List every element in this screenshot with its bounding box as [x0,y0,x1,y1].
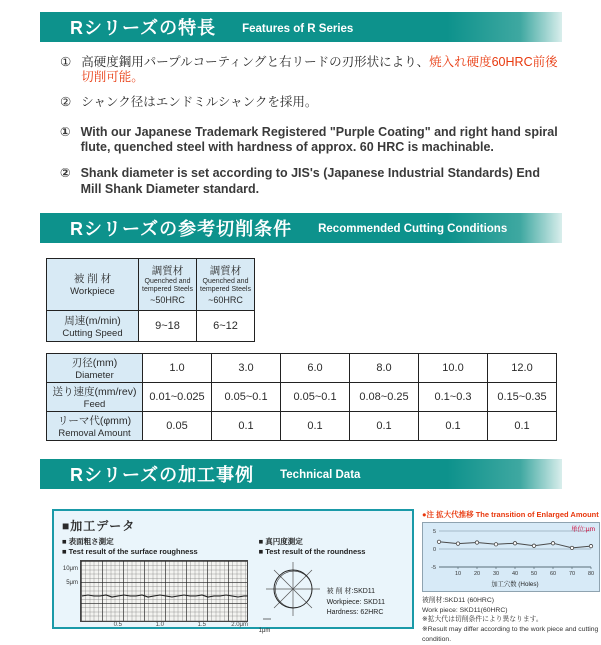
data-box-title: ■加工データ [62,518,136,533]
cell: 0.08~0.25 [350,382,419,411]
feature-jp-1 [60,55,560,86]
row-label-cell: 刃径(mm) Diameter [47,353,143,382]
table-header-row [47,258,255,310]
feature-text: With our Japanese Trademark Registered "Purple Coating" and right hand spiral flute, quenched steel with hardness of approx. 60 HRC is machinable. [80,124,558,154]
svg-text:50: 50 [530,570,538,577]
roughness-trace [81,561,249,623]
cell: 0.05 [143,411,212,440]
feature-text: シャンク径はエンドミルシャンクを採用。 [81,94,318,109]
svg-text:-5: -5 [431,564,436,571]
table-row-diameter [47,353,557,382]
cell: 0.01~0.025 [143,382,212,411]
svg-text:10: 10 [454,570,462,577]
roughness-y-axis: 10μm 5μm [62,566,78,586]
feature-jp-2 [60,95,560,110]
svg-text:80: 80 [587,570,595,577]
roughness-grid-chart [80,560,248,622]
section-title-jp: Rシリーズの参考切削条件 [70,218,293,239]
workpiece-en: Workpiece: SKD11 [326,598,386,606]
col-60hrc-cell: 調質材 Quenched and tempered Steels ~60HRC [197,258,255,310]
workpiece-table [46,258,255,342]
section-title-en: Technical Data [280,469,361,482]
feature-text: 高硬度鋼用パープルコーティングと右リードの刃形状により、焼入れ硬度60HRC前後切削可能。 [81,55,558,85]
footnote-caution-jp: ※拡大代は切削条件により異なります。 [422,616,543,624]
col-50hrc-cell: 調質材 Quenched and tempered Steels ~50HRC [139,258,197,310]
roughness-label-en: ■ Test result of the surface roughness [62,546,198,556]
section-header-technical-data [40,459,562,489]
cell: 0.1 [350,411,419,440]
cell: 10.0 [419,353,488,382]
svg-text:20: 20 [473,570,481,577]
table-row-feed [47,382,557,411]
footnote-workpiece-en: Work piece: SKD11(60HRC) [422,606,508,614]
unit-label: 単位:μm [571,525,595,533]
roundness-section [259,537,404,634]
cell: 0.1 [281,411,350,440]
cell: 8.0 [350,353,419,382]
features-japanese [60,55,560,110]
highlighted-text: 焼入れ硬度60HRC前後切削可能。 [81,55,558,85]
cell: 0.1~0.3 [419,382,488,411]
workpiece-info [327,587,386,634]
technical-data-area [52,509,600,645]
roundness-scale-label: 1μm [258,628,271,634]
bullet-number: ① [60,124,71,139]
workpiece-jp: 被 削 材:SKD11 [326,588,376,595]
chart-footnotes [422,596,600,645]
cell: 0.1 [212,411,281,440]
section-title-jp: Rシリーズの特長 [70,18,217,38]
svg-text:70: 70 [568,570,576,577]
feature-text: Shank diameter is set according to JIS's (Japanese Industrial Standards) End Mill Shank Diameter standard. [80,166,540,196]
cell: 1.0 [143,353,212,382]
footnote-workpiece-jp: 被削材:SKD11 (60HRC) [422,596,495,604]
bullet-number: ② [60,166,71,181]
cell: 3.0 [212,353,281,382]
svg-text:加工穴数 (Holes): 加工穴数 (Holes) [491,580,539,588]
bullet-number: ② [60,94,72,109]
svg-text:0: 0 [432,546,436,553]
roundness-label-jp: ■ 真円度測定 [258,536,303,546]
bullet-number: ① [60,55,72,69]
hardness: Hardness: 62HRC [326,609,384,616]
cell: 0.05~0.1 [281,382,350,411]
roundness-polar-chart [259,559,327,634]
transition-line-chart [423,523,601,593]
workpiece-header-cell: 被 削 材 Workpiece [47,258,139,310]
cell: 0.1 [419,411,488,440]
section-title-en: Features of R Series [242,22,354,35]
svg-text:30: 30 [492,570,500,577]
feature-en-1 [60,125,560,156]
roundness-trace [259,559,327,623]
note-title: ●注 拡大代推移 The transition of Enlarged Amount [422,509,599,519]
row-label-cell: 送り速度(mm/rev) Feed [47,382,143,411]
svg-text:5: 5 [432,528,436,535]
transition-chart [422,522,600,592]
roughness-x-axis: 0.5 1.0 1.5 2.0μm [113,622,248,628]
section-title-jp: Rシリーズの加工事例 [70,464,255,485]
cell: 12.0 [488,353,557,382]
cell: 0.05~0.1 [212,382,281,411]
cutting-speed-value: 6~12 [197,310,255,341]
section-header-features [40,12,562,42]
condition-table [46,353,557,441]
cell: 0.1 [488,411,557,440]
enlarged-amount-panel [422,509,600,645]
row-label-cell: リーマ代(φmm) Removal Amount [47,411,143,440]
cell: 0.15~0.35 [488,382,557,411]
machining-data-box [52,509,414,634]
table-row-removal-amount [47,411,557,440]
table-row [47,310,255,341]
roughness-label-jp: ■ 表面粗さ測定 [62,536,114,546]
cell: 6.0 [281,353,350,382]
features-english [60,125,560,197]
footnote-caution-en: ※Result may differ according to the work piece and cutting condition. [422,626,599,644]
cutting-speed-value: 9~18 [139,310,197,341]
surface-roughness-section [62,537,255,634]
section-header-cutting-conditions [40,213,562,243]
svg-text:60: 60 [549,570,557,577]
section-title-en: Recommended Cutting Conditions [318,223,508,236]
roundness-label-en: ■ Test result of the roundness [258,546,366,556]
cutting-speed-label-cell: 周速(m/min) Cutting Speed [47,310,139,341]
svg-text:40: 40 [511,570,519,577]
feature-en-2 [60,166,560,197]
